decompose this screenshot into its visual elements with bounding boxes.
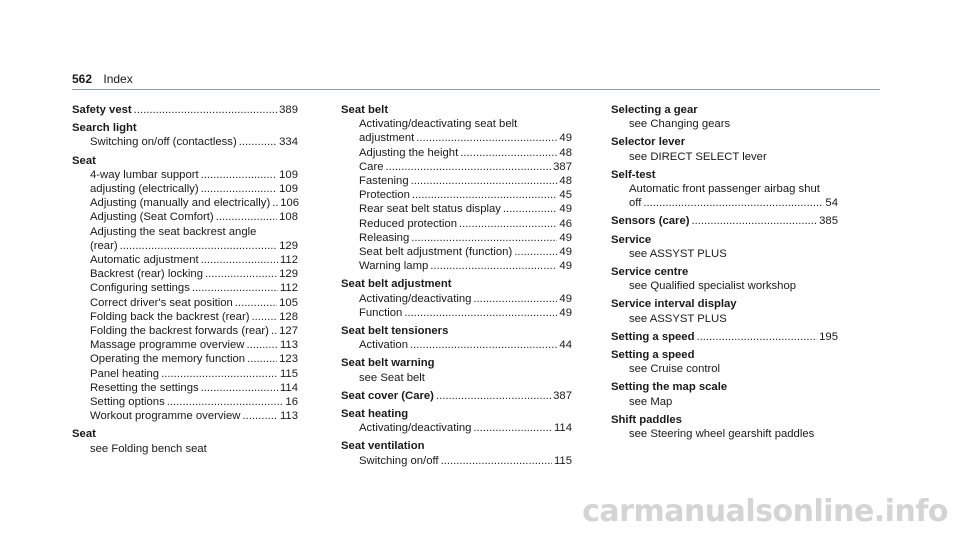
index-term: Seat cover (Care) bbox=[341, 389, 434, 402]
subentry-text: Adjusting the seat backrest angle bbox=[90, 225, 257, 238]
index-term-row bbox=[72, 154, 298, 168]
page-ref: 46 bbox=[559, 217, 572, 230]
index-entry bbox=[72, 427, 298, 455]
index-entry bbox=[611, 103, 838, 131]
dot-leader bbox=[161, 367, 278, 381]
index-term: Seat belt bbox=[341, 104, 389, 116]
index-term: Service bbox=[611, 233, 652, 246]
index-subentry bbox=[611, 247, 838, 261]
dot-leader bbox=[514, 245, 557, 259]
index-subentry bbox=[72, 296, 298, 310]
page-ref: 112 bbox=[279, 254, 298, 267]
subentry-text: Panel heating bbox=[90, 367, 160, 380]
index-entry bbox=[72, 154, 298, 424]
subentry-text: see Steering wheel gearshift paddles bbox=[629, 428, 815, 441]
index-term: Seat belt warning bbox=[341, 357, 435, 370]
index-entry bbox=[341, 356, 572, 384]
dot-leader bbox=[404, 306, 557, 320]
dot-leader bbox=[201, 168, 278, 182]
dot-leader bbox=[441, 454, 552, 468]
dot-leader bbox=[247, 352, 277, 366]
dot-leader bbox=[201, 253, 278, 267]
index-entry bbox=[72, 103, 298, 117]
dot-leader bbox=[692, 214, 818, 228]
subentry-text: Activating/deactivating bbox=[359, 292, 472, 305]
index-subentry bbox=[72, 352, 298, 366]
page-ref: 114 bbox=[279, 381, 298, 394]
dot-leader bbox=[459, 217, 557, 231]
page-ref: 114 bbox=[553, 422, 572, 435]
index-entry bbox=[341, 407, 572, 435]
subentry-text: Care bbox=[359, 160, 384, 173]
subentry-text: Correct driver's seat position bbox=[90, 296, 233, 309]
index-term-row bbox=[611, 168, 838, 182]
page-ref: 195 bbox=[819, 330, 838, 343]
index-term: Sensors (care) bbox=[611, 215, 690, 228]
subentry-text: Automatic adjustment bbox=[90, 254, 199, 267]
index-term-row bbox=[611, 135, 838, 149]
index-subentry bbox=[341, 217, 572, 231]
dot-leader bbox=[216, 210, 277, 224]
index-term-row bbox=[611, 233, 838, 247]
index-term: Self-test bbox=[611, 168, 656, 181]
dot-leader bbox=[411, 231, 557, 245]
index-entry bbox=[341, 324, 572, 352]
dot-leader bbox=[239, 135, 277, 149]
index-term: Seat belt adjustment bbox=[341, 278, 452, 291]
subentry-text: Configuring settings bbox=[90, 282, 190, 295]
subentry-text: see DIRECT SELECT lever bbox=[629, 150, 767, 163]
index-subentry bbox=[611, 312, 838, 326]
dot-leader bbox=[271, 324, 277, 338]
page-ref: 49 bbox=[559, 246, 572, 259]
index-entry bbox=[611, 330, 838, 344]
index-entry bbox=[611, 135, 838, 163]
index-subentry bbox=[72, 253, 298, 267]
subentry-text: Activating/deactivating bbox=[359, 422, 472, 435]
index-term-row bbox=[611, 214, 838, 228]
index-subentry bbox=[72, 267, 298, 281]
subentry-text: Activating/deactivating seat belt bbox=[359, 118, 518, 131]
index-entry bbox=[72, 121, 298, 149]
index-subentry bbox=[341, 259, 572, 273]
index-subentry bbox=[611, 182, 838, 196]
page-ref: 48 bbox=[559, 175, 572, 188]
subentry-text: Setting options bbox=[90, 396, 165, 409]
dot-leader bbox=[410, 338, 557, 352]
subentry-text: Adjusting the height bbox=[359, 146, 459, 159]
page-ref: 113 bbox=[279, 339, 298, 352]
dot-leader bbox=[473, 292, 557, 306]
index-term: Selector lever bbox=[611, 136, 686, 149]
dot-leader bbox=[205, 267, 277, 281]
page-ref: 45 bbox=[559, 189, 572, 202]
index-column-3 bbox=[611, 103, 838, 445]
index-term: Shift paddles bbox=[611, 413, 682, 426]
subentry-text: Adjusting (Seat Comfort) bbox=[90, 211, 214, 224]
index-entry bbox=[341, 389, 572, 403]
index-subentry bbox=[72, 367, 298, 381]
dot-leader bbox=[167, 395, 284, 409]
index-term-row bbox=[611, 380, 838, 394]
index-term: Seat belt tensioners bbox=[341, 325, 449, 338]
index-subentry bbox=[72, 239, 298, 253]
index-term-row bbox=[341, 439, 572, 453]
page-ref: 127 bbox=[279, 325, 298, 338]
index-term-row bbox=[341, 324, 572, 338]
index-subentry bbox=[72, 210, 298, 224]
subentry-text: Folding the backrest forwards (rear) bbox=[90, 325, 269, 338]
index-subentry bbox=[611, 196, 838, 210]
index-term: Seat bbox=[72, 428, 96, 441]
subentry-text: see Map bbox=[629, 395, 673, 408]
index-subentry bbox=[341, 306, 572, 320]
index-subentry bbox=[72, 395, 298, 409]
index-term: Service centre bbox=[611, 266, 689, 279]
index-subentry bbox=[72, 182, 298, 196]
index-entry bbox=[611, 265, 838, 293]
index-entry bbox=[611, 214, 838, 228]
section-title: Index bbox=[103, 72, 133, 86]
subentry-text: Protection bbox=[359, 189, 410, 202]
index-subentry bbox=[341, 231, 572, 245]
index-entry bbox=[341, 439, 572, 467]
page-ref: 109 bbox=[279, 168, 298, 181]
index-term-row bbox=[611, 413, 838, 427]
index-subentry bbox=[341, 245, 572, 259]
index-term: Seat bbox=[72, 154, 96, 167]
dot-leader bbox=[697, 330, 818, 344]
page-ref: 49 bbox=[559, 292, 572, 305]
subentry-text: see Qualified specialist workshop bbox=[629, 280, 797, 293]
page-ref: 48 bbox=[559, 146, 572, 159]
watermark-logo: carmanualsonline.info bbox=[582, 494, 948, 529]
page-header bbox=[72, 72, 880, 90]
index-term: Seat heating bbox=[341, 408, 409, 421]
index-term-row bbox=[341, 407, 572, 421]
dot-leader bbox=[201, 381, 278, 395]
index-subentry bbox=[72, 338, 298, 352]
dot-leader bbox=[134, 103, 277, 117]
index-term: Setting a speed bbox=[611, 330, 695, 343]
page-ref: 106 bbox=[280, 197, 300, 210]
subentry-text: see Cruise control bbox=[629, 363, 721, 376]
index-subentry bbox=[72, 381, 298, 395]
index-subentry bbox=[611, 117, 838, 131]
index-column-2 bbox=[341, 103, 572, 472]
index-term-row bbox=[341, 356, 572, 370]
subentry-text: Fastening bbox=[359, 175, 409, 188]
page-ref: 49 bbox=[559, 203, 572, 216]
page-ref: 49 bbox=[559, 231, 572, 244]
page-ref: 105 bbox=[279, 296, 298, 309]
index-subentry bbox=[611, 362, 838, 376]
subentry-text: off bbox=[629, 197, 642, 210]
index-term: Setting the map scale bbox=[611, 381, 728, 394]
index-subentry bbox=[72, 442, 298, 456]
page-ref: 44 bbox=[559, 339, 572, 352]
index-subentry bbox=[341, 202, 572, 216]
index-entry bbox=[611, 233, 838, 261]
dot-leader bbox=[436, 389, 551, 403]
subentry-text: see Changing gears bbox=[629, 118, 731, 131]
subentry-text: Warning lamp bbox=[359, 260, 429, 273]
page-ref: 334 bbox=[279, 136, 298, 149]
index-subentry bbox=[72, 196, 298, 210]
subentry-text: Automatic front passenger airbag shut bbox=[629, 183, 820, 196]
index-subentry bbox=[341, 131, 572, 145]
index-term-row bbox=[611, 265, 838, 279]
index-entry bbox=[611, 348, 838, 376]
page-ref: 123 bbox=[279, 353, 298, 366]
dot-leader bbox=[192, 281, 278, 295]
dot-leader bbox=[430, 259, 557, 273]
index-term: Seat ventilation bbox=[341, 440, 425, 453]
dot-leader bbox=[235, 296, 277, 310]
page-ref: 385 bbox=[819, 215, 838, 228]
index-entry bbox=[611, 413, 838, 441]
index-term: Search light bbox=[72, 122, 137, 135]
subentry-text: see ASSYST PLUS bbox=[629, 312, 727, 325]
dot-leader bbox=[386, 160, 552, 174]
index-subentry bbox=[341, 421, 572, 435]
subentry-text: Releasing bbox=[359, 231, 410, 244]
index-subentry bbox=[341, 174, 572, 188]
page-ref: 112 bbox=[279, 282, 298, 295]
index-entry bbox=[341, 103, 572, 273]
index-subentry bbox=[341, 146, 572, 160]
page-ref: 389 bbox=[279, 104, 298, 116]
subentry-text: Reduced protection bbox=[359, 217, 457, 230]
dot-leader bbox=[416, 131, 557, 145]
page-number: 562 bbox=[72, 72, 93, 86]
page-ref: 49 bbox=[559, 132, 572, 145]
index-subentry bbox=[341, 160, 572, 174]
subentry-text: adjustment bbox=[359, 132, 415, 145]
subentry-text: Backrest (rear) locking bbox=[90, 268, 204, 281]
dot-leader bbox=[503, 202, 558, 216]
subentry-text: Massage programme overview bbox=[90, 339, 245, 352]
index-term-row bbox=[72, 427, 298, 441]
index-subentry bbox=[72, 324, 298, 338]
dot-leader bbox=[473, 421, 552, 435]
page-ref: 115 bbox=[279, 367, 298, 380]
dot-leader bbox=[411, 174, 558, 188]
index-subentry bbox=[611, 279, 838, 293]
index-term-row bbox=[341, 277, 572, 291]
dot-leader bbox=[460, 146, 557, 160]
index-subentry bbox=[341, 188, 572, 202]
subentry-text: Activation bbox=[359, 339, 408, 352]
dot-leader bbox=[251, 310, 277, 324]
subentry-text: see Folding bench seat bbox=[90, 442, 207, 455]
page-ref: 115 bbox=[553, 454, 572, 467]
index-entry bbox=[611, 380, 838, 408]
subentry-text: Rear seat belt status display bbox=[359, 203, 501, 216]
page-ref: 387 bbox=[553, 160, 572, 173]
subentry-text: Switching on/off bbox=[359, 454, 439, 467]
index-subentry bbox=[72, 310, 298, 324]
subentry-text: Seat belt adjustment (function) bbox=[359, 246, 513, 259]
page-ref: 49 bbox=[559, 306, 572, 319]
index-entry bbox=[611, 297, 838, 325]
index-subentry bbox=[72, 409, 298, 423]
index-term: Safety vest bbox=[72, 104, 132, 116]
index-subentry bbox=[611, 150, 838, 164]
index-entry bbox=[611, 168, 838, 211]
dot-leader bbox=[272, 196, 278, 210]
index-column-1 bbox=[72, 103, 298, 460]
page-ref: 113 bbox=[279, 410, 298, 423]
index-subentry bbox=[341, 338, 572, 352]
index-term-row bbox=[611, 297, 838, 311]
index-term-row bbox=[611, 348, 838, 362]
page-ref: 54 bbox=[825, 197, 838, 210]
index-term: Selecting a gear bbox=[611, 104, 698, 116]
page-ref: 387 bbox=[553, 389, 572, 402]
subentry-text: adjusting (electrically) bbox=[90, 183, 199, 196]
index-subentry bbox=[341, 292, 572, 306]
index-term-row bbox=[72, 103, 298, 117]
subentry-text: Function bbox=[359, 306, 403, 319]
page-ref: 16 bbox=[285, 396, 298, 409]
dot-leader bbox=[246, 338, 278, 352]
index-term-row bbox=[341, 389, 572, 403]
index-term-row bbox=[611, 103, 838, 117]
index-term: Service interval display bbox=[611, 298, 737, 311]
index-term-row bbox=[72, 121, 298, 135]
page-ref: 49 bbox=[559, 260, 572, 273]
subentry-text: Switching on/off (contactless) bbox=[90, 136, 237, 149]
subentry-text: see ASSYST PLUS bbox=[629, 247, 727, 260]
page-ref: 129 bbox=[279, 239, 298, 252]
index-subentry bbox=[341, 371, 572, 385]
subentry-text: 4-way lumbar support bbox=[90, 168, 199, 181]
page-ref: 109 bbox=[279, 183, 298, 196]
index-subentry bbox=[72, 135, 298, 149]
subentry-text: Adjusting (manually and electrically) bbox=[90, 197, 271, 210]
index-subentry bbox=[72, 225, 298, 239]
page-ref: 128 bbox=[279, 310, 298, 323]
dot-leader bbox=[412, 188, 558, 202]
subentry-text: Operating the memory function bbox=[90, 353, 246, 366]
dot-leader bbox=[242, 409, 278, 423]
index-subentry bbox=[72, 281, 298, 295]
index-subentry bbox=[341, 117, 572, 131]
index-subentry bbox=[611, 427, 838, 441]
index-subentry bbox=[611, 395, 838, 409]
dot-leader bbox=[120, 239, 278, 253]
index-term-row bbox=[341, 103, 572, 117]
subentry-text: see Seat belt bbox=[359, 371, 425, 384]
dot-leader bbox=[201, 182, 278, 196]
page-ref: 129 bbox=[279, 268, 298, 281]
subentry-text: Resetting the settings bbox=[90, 381, 199, 394]
index-term-row bbox=[611, 330, 838, 344]
page-ref: 108 bbox=[279, 211, 298, 224]
subentry-text: Workout programme overview bbox=[90, 410, 241, 423]
subentry-text: Folding back the backrest (rear) bbox=[90, 310, 250, 323]
subentry-text: (rear) bbox=[90, 239, 118, 252]
index-entry bbox=[341, 277, 572, 320]
index-term: Setting a speed bbox=[611, 349, 695, 362]
index-subentry bbox=[341, 454, 572, 468]
dot-leader bbox=[643, 196, 823, 210]
index-subentry bbox=[72, 168, 298, 182]
